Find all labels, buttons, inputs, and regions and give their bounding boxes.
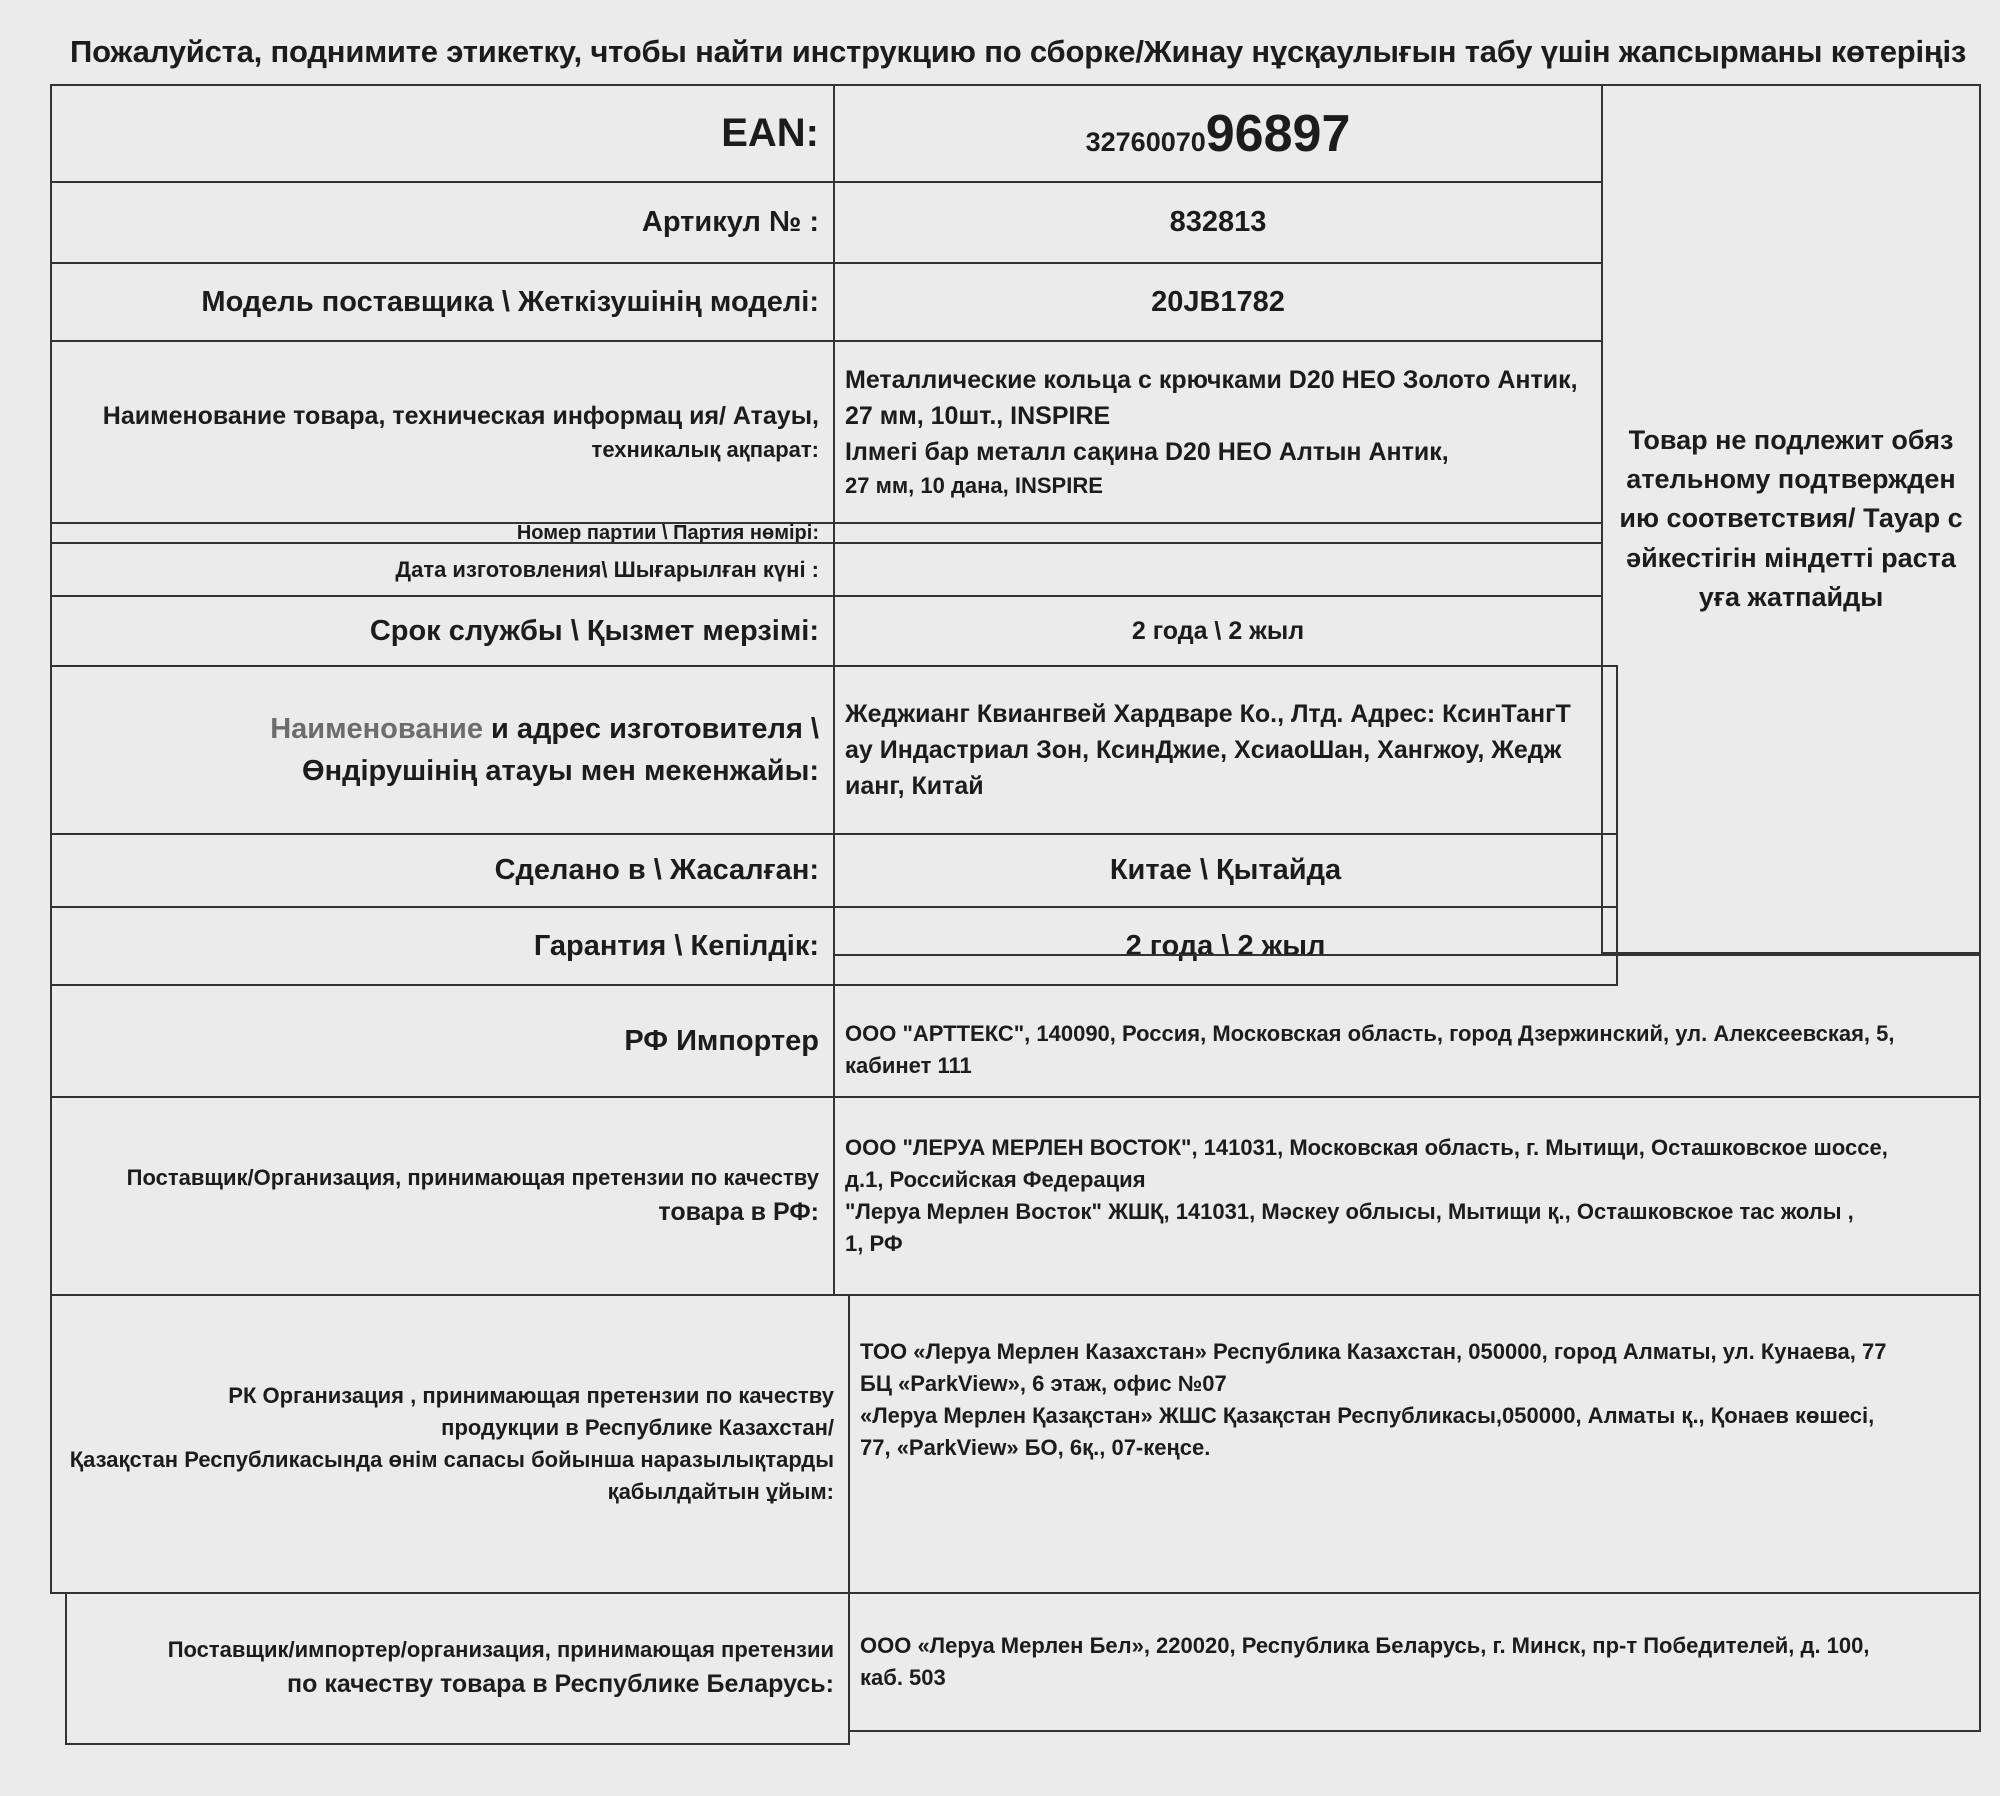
ean-value-cell — [833, 84, 1603, 183]
by-org-label-line1: Поставщик/импортер/организация, принимающая претензии — [167, 1637, 834, 1663]
date-value-cell — [833, 542, 1603, 597]
product-label-line1: Наименование товара, техническая информац ия/ Атауы, — [102, 401, 819, 430]
product-value-line: 27 мм, 10шт., INSPIRE — [845, 401, 1111, 430]
kz-org-value-line: БЦ «ParkView», 6 этаж, офис №07 — [860, 1370, 1227, 1396]
rf-importer-value-line: кабинет 111 — [845, 1053, 972, 1079]
model-value: 20JB1782 — [1151, 285, 1285, 318]
by-org-value-line: ООО «Леруа Мерлен Бел», 220020, Республика Беларусь, г. Минск, пр-т Победителей, д. 100, — [860, 1633, 1870, 1659]
article-value: 832813 — [1169, 206, 1267, 238]
rf-supplier-label-line1: Поставщик/Организация, принимающая претензии по качеству — [126, 1164, 819, 1190]
rf-supplier-value-line: 1, РФ — [845, 1230, 903, 1256]
rf-importer-label: РФ Импортер — [624, 1024, 819, 1057]
rf-supplier-value-line: ООО "ЛЕРУА МЕРЛЕН ВОСТОК", 141031, Московская область, г. Мытищи, Осташковское шоссе, — [845, 1135, 1888, 1161]
rf-importer-value-line: ООО "АРТТЕКС", 140090, Россия, Московская область, город Дзержинский, ул. Алексеевская, 5, — [845, 1021, 1895, 1047]
service-life-label: Срок службы \ Қызмет мерзімі: — [369, 614, 819, 647]
batch-label-cell — [50, 522, 835, 544]
made-in-value: Китае \ Қытайда — [1109, 854, 1342, 886]
rf-supplier-value-line: д.1, Российская Федерация — [845, 1167, 1146, 1193]
product-value-line: 27 мм, 10 дана, INSPIRE — [845, 473, 1103, 499]
warranty-label: Гарантия \ Кепілдік: — [533, 929, 819, 962]
certification-note-line: уға жатпайды — [1698, 581, 1884, 612]
manufacturer-value-line: ианг, Китай — [845, 772, 984, 801]
made-in-value-cell — [833, 833, 1618, 908]
rf-importer-value-cell — [833, 954, 1981, 1098]
certification-note-line: ию соответствия/ Тауар с — [1619, 503, 1963, 534]
kz-org-label-line: қабылдайтын ұйым: — [607, 1478, 834, 1504]
batch-label: Номер партии \ Партия нөмірі: — [516, 522, 819, 544]
model-label: Модель поставщика \ Жеткізушінің моделі: — [201, 285, 819, 318]
ean-prefix: 32760070 — [1085, 126, 1206, 157]
kz-org-value-line: ТОО «Леруа Мерлен Казахстан» Республика Казахстан, 050000, город Алматы, ул. Кунаева, 77 — [860, 1339, 1887, 1364]
certification-note-line: әйкестігін міндетті раста — [1626, 542, 1956, 573]
certification-note-line: ательному подтвержден — [1626, 464, 1956, 495]
certification-note-cell — [1601, 84, 1981, 954]
article-label: Артикул № : — [641, 206, 819, 238]
manufacturer-label-rest: и адрес изготовителя \ — [482, 712, 819, 745]
made-in-label: Сделано в \ Жасалған: — [494, 854, 819, 886]
service-life-value: 2 года \ 2 жыл — [1131, 616, 1305, 645]
service-life-value-cell — [833, 595, 1603, 667]
made-in-label-cell — [50, 833, 835, 908]
rf-supplier-label-line2: товара в РФ: — [658, 1197, 819, 1226]
product-label-line2: техникалық ақпарат: — [591, 437, 819, 463]
product-value-cell — [833, 340, 1603, 524]
instruction-header: Пожалуйста, поднимите этикетку, чтобы найти инструкцию по сборке/Жинау нұсқаулығын табу үшін жапсырманы көтеріңіз — [70, 34, 1967, 69]
warranty-label-cell — [50, 906, 835, 986]
batch-value-cell — [833, 522, 1603, 544]
product-value-line: Ілмегі бар металл сақина D20 НЕО Алтын Антик, — [845, 438, 1449, 467]
date-label: Дата изготовления\ Шығарылған күні : — [395, 556, 819, 582]
article-label-cell — [50, 181, 835, 264]
rf-supplier-value-line: "Леруа Мерлен Восток" ЖШҚ, 141031, Мәскеу облысы, Мытищи қ., Осташковское тас жолы , — [845, 1199, 1854, 1224]
kz-org-value-line: 77, «ParkView» БО, 6қ., 07-кеңсе. — [860, 1434, 1211, 1460]
certification-note-line: Товар не подлежит обяз — [1628, 425, 1954, 456]
rf-supplier-value-cell — [833, 1096, 1981, 1296]
ean-suffix: 96897 — [1205, 104, 1351, 163]
by-org-value-cell — [848, 1592, 1981, 1732]
by-org-label-line2: по качеству товара в Республике Беларусь: — [287, 1670, 834, 1699]
manufacturer-label-line2: Өндірушінің атауы мен мекенжайы: — [302, 755, 819, 787]
rf-importer-label-cell — [50, 984, 835, 1098]
kz-org-label-cell — [50, 1294, 850, 1594]
article-value-cell — [833, 181, 1603, 264]
manufacturer-label-line1 — [270, 708, 819, 750]
ean-label: EAN: — [721, 111, 819, 155]
warranty-value: 2 года \ 2 жыл — [1125, 929, 1326, 962]
manufacturer-label-faded: Наименование — [270, 712, 483, 745]
kz-org-value-cell — [848, 1294, 1981, 1594]
manufacturer-label-cell — [50, 665, 835, 835]
rf-supplier-label-cell — [50, 1096, 835, 1296]
ean-value — [1086, 104, 1351, 164]
ean-label-cell — [50, 84, 835, 183]
by-org-value-line: каб. 503 — [860, 1665, 946, 1690]
date-label-cell — [50, 542, 835, 597]
model-value-cell — [833, 262, 1603, 342]
product-label-cell — [50, 340, 835, 524]
manufacturer-value-line: ау Индастриал Зон, КсинДжие, ХсиаоШан, Хангжоу, Жедж — [845, 735, 1562, 764]
model-label-cell — [50, 262, 835, 342]
kz-org-value-line: «Леруа Мерлен Қазақстан» ЖШС Қазақстан Республикасы,050000, Алматы қ., Қонаев көшесі, — [860, 1402, 1875, 1428]
manufacturer-value-cell — [833, 665, 1618, 835]
manufacturer-value-line: Жеджианг Квиангвей Хардваре Ко., Лтд. Адрес: КсинТангТ — [845, 699, 1571, 728]
service-life-label-cell — [50, 595, 835, 667]
kz-org-label-line: Қазақстан Республикасында өнім сапасы бойынша наразылықтарды — [69, 1447, 834, 1472]
by-org-label-cell — [65, 1592, 850, 1745]
product-value-line: Металлические кольца с крючками D20 НЕО Золото Антик, — [845, 365, 1578, 394]
kz-org-label-line: РК Организация , принимающая претензии по качеству — [228, 1383, 834, 1409]
kz-org-label-line: продукции в Республике Казахстан/ — [441, 1415, 834, 1441]
